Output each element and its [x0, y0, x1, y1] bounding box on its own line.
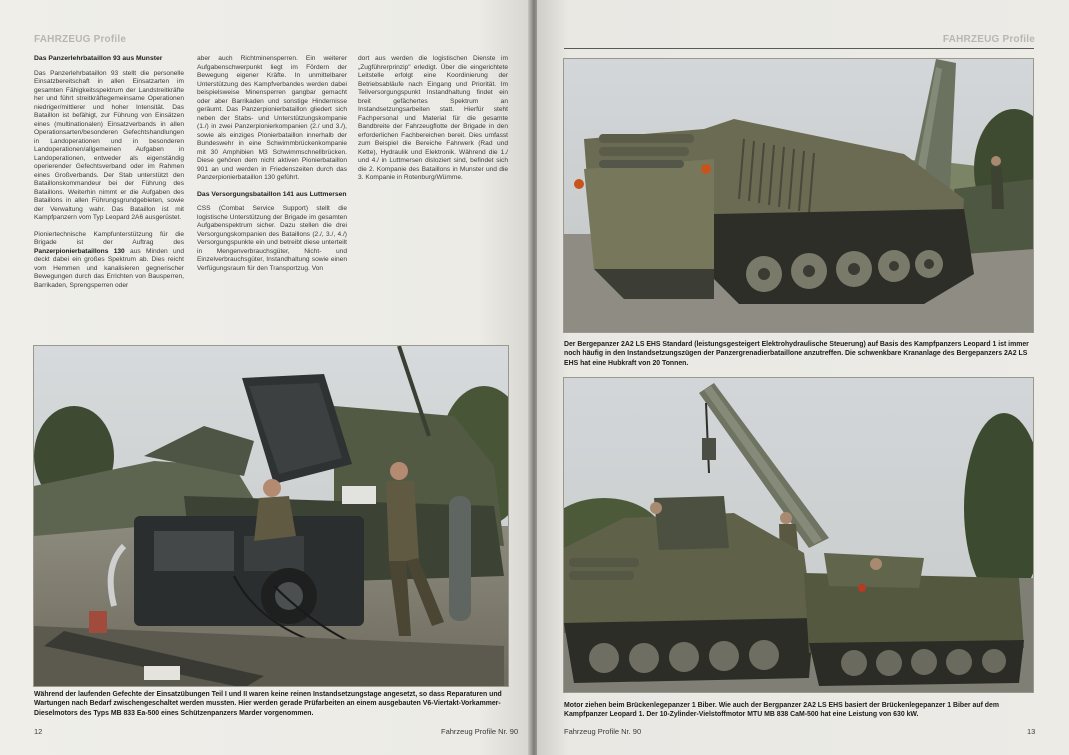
caption-brueckenlegepanzer: Motor ziehen beim Brückenlegepanzer 1 Biber. Wie auch der Bergpanzer 2A2 LS EHS basiert der Brückenlegepanzer 1 Biber auf dem Kampfpanzer Leopard 1. Der 10-Zylinder-Vielstoffmotor MTU MB 838 CaM-500 hat eine Leistung von 630 kW. [564, 702, 999, 719]
page-number-right: 13 [1027, 727, 1036, 736]
photo-bergepanzer [563, 58, 1034, 333]
section-heading-panzerlehrbataillon: Das Panzerlehrbataillon 93 aus Munster [34, 55, 163, 62]
left-page [0, 0, 531, 755]
paragraph-panzerlehrbataillon: Das Panzerlehrbataillon 93 stellt die personelle Einsatzbereitschaft in allen Einsatzarten im gesamten Fähigkeitsspektrum der Landstreitkräfte her und führt streitkräftegemeinsame Operationen niedriger/mittlerer und hoher Intensität. Das Bataillon ist befähigt, zur Führung von Einsätzen eines (multinationalen) Einsatzverbands in allen Operationsarten/besonderen Gefechtshandlungen in Landoperationen und in besonderen Landoperationen/allgemeinen Aufgaben in Landoperationen, entweder als eigenständig operierender Gefechtsverband oder im Rahmen eines Großverbands. Der Stab unterstützt den Bataillonskommandeur bei der Führung des Bataillons. Weiterhin nimmt er die Aufgaben des Bataillons in allen Führungsgrundgebieten, sowie der Verwaltung wahr. Das Bataillon ist mit Kampfpanzern vom Typ Leopard 2A6 ausgerüstet. [34, 69, 184, 221]
paragraph-logistik: dort aus werden die logistischen Dienste im „Zugführerprinzip" erledigt. Über die eingerichtete Leitstelle erfolgt eine Koordinierung der Betriebsabläufe nach Eingang und Priorität. Im Teilversorgungspunkt Instandhaltung findet ein breit gefächertes Spektrum an Instandsetzungsarbeiten statt. Hierfür steht Fachpersonal und Material für die gesamte Bandbreite der Fahrzeugflotte der Brigade in den erforderlichen Fachbereichen bereit. Dies umfasst zum Beispiel die Bereiche Fahrwerk (Rad und Kette), Hydraulik und Elektronik. Während die 1./ und 4./ in Luttmersen disloziert sind, befindet sich die 2. Kompanie des Bataillons in Munster und die 3. Kompanie in Rotenburg/Wümme. [358, 55, 508, 181]
header-rule [564, 48, 1034, 49]
brand-header-left: FAHRZEUG Profile [34, 34, 127, 45]
brand-header-right: FAHRZEUG Profile [942, 34, 1035, 45]
folio-title-right: Fahrzeug Profile Nr. 90 [564, 727, 642, 736]
section-heading-versorgungsbataillon: Das Versorgungsbataillon 141 aus Luttmersen [197, 190, 347, 198]
photo-engine-maintenance [33, 345, 509, 687]
right-page [537, 0, 1069, 755]
paragraph-pioniere: Pioniertechnische Kampfunterstützung für die Brigade ist der Auftrag des Panzerpionierbataillons 130 aus Minden und deckt dabei ein großes Spektrum ab. Dies reicht vom Hemmen und kanalisieren gegnerischer Bewegungen durch das Errichten von Bausperren, Barrikaden, Sprengsperren oder [34, 230, 184, 289]
folio-title-left: Fahrzeug Profile Nr. 90 [441, 727, 519, 736]
text-column-3 [358, 55, 508, 191]
text-column-1 [34, 55, 184, 298]
caption-engine-maintenance: Während der laufenden Gefechte der Einsatzübungen Teil I und II waren keine reinen Instandsetzungstage angesetzt, so dass Reparaturen und Wartungen nach Bedarf zwischengeschaltet werden mussten. Hier werden gerade Prüfarbeiten an einem ausgebauten V6-Viertakt-Vorkammer-Dieselmotors des Typs MB 833 Ea-500 eines Schützenpanzers Marder vorgenommen. [34, 691, 502, 717]
page-number-left: 12 [34, 727, 43, 736]
text-column-2 [197, 55, 347, 281]
paragraph-pionierbataillon-gliederung: aber auch Richtminensperren. Ein weiterer Aufgabenschwerpunkt liegt im Fördern der Bewegung eigener Kräfte. In unmittelbarer Unterstützung des Kampfverbandes werden dabei beispielsweise Minensperren gangbar gemacht oder aber Barrikaden und sonstige Hindernisse geräumt. Das Panzerpionierbataillon gliedert sich neben der Stabs- und Unterstützungskompanie (1./) in zwei Panzerpionierkompanien (2./ und 3./), sowie als einziges Pionierbataillon innerhalb der Bundeswehr in eine Schwimmbrückenkompanie mit 30 Amphibien M3 Schwimmschnellbrücken. Diese gehören dem nicht aktiven Pionierbataillon 901 an und werden in Friedenszeiten durch das Panzerpionierbataillon 130 geführt. [197, 55, 347, 181]
caption-bergepanzer: Der Bergepanzer 2A2 LS EHS Standard (leistungsgesteigert Elektrohydraulische Steuerung) auf Basis des Kampfpanzers Leopard 1 ist immer noch häufig in den Instandsetzungszügen der Panzergrenadierbataillone anzutreffen. Die schwenkbare Krananlage des Bergepanzers 2A2 LS EHS hat eine Hubkraft von 20 Tonnen. [564, 341, 1029, 367]
paragraph-css: CSS (Combat Service Support) stellt die logistische Unterstützung der Brigade im gesamten Aufgabenspektrum sicher. Dazu stellen die drei Versorgungskompanien des Bataillons (2./, 3./, 4./) Versorgungspunkte ein und betreibt diese unterteilt in Mengenverbrauchsgüter, Nicht- und Einzelverbrauchsgüter, Instandhaltung sowie einen Verfügungsraum für den Transportzug. Von [197, 205, 347, 272]
photo-brueckenlegepanzer-biber [563, 377, 1034, 693]
